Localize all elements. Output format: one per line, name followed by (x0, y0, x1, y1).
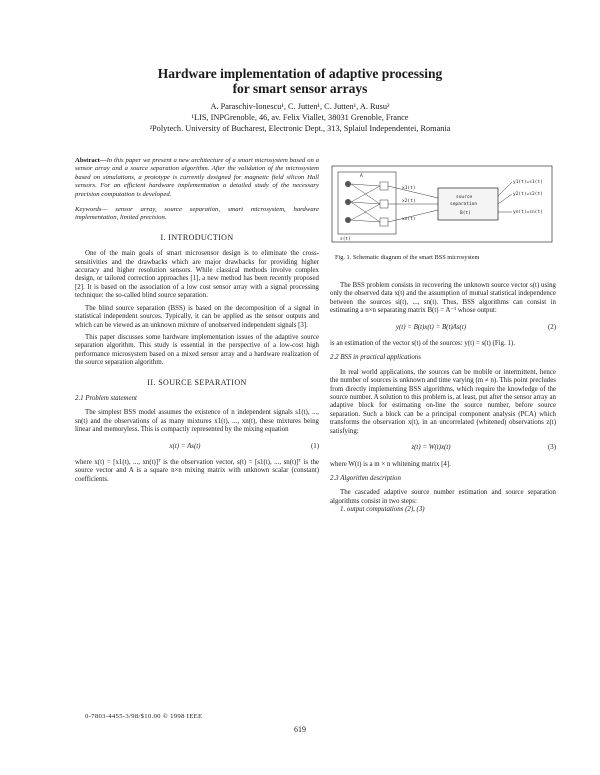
equation-2 (330, 324, 556, 332)
bss-paragraph-2: where x(t) = [x1(t), ..., xn(t)]ᵀ is the observation vector, s(t) = [s1(t), ..., sn(t)]ᵀ is the source vector and A is a square n×n mixing matrix with unknown scalar (constant) coefficients. (75, 458, 319, 483)
equation-3 (330, 444, 556, 452)
y1-line (498, 182, 512, 196)
label-x1: x1(t) (402, 186, 416, 191)
section-heading-introduction: I. INTRODUCTION (160, 232, 234, 242)
label-xn: xn(t) (402, 217, 416, 222)
equation-1-number: (1) (310, 442, 319, 450)
equation-1-body: x(t) = As(t) (169, 442, 201, 450)
affiliation-2: ²Polytech. University of Bucharest, Electronic Dept., 313, Splaiul Independentei, Romania (149, 124, 451, 133)
right-paragraph-1: The BSS problem consists in recovering the unknown source vector s(t) using only the observed data x(t) and the assumption of mutual statistical independence between the sources si(t), ..., sn(t). Thus, BSS algorithms can consist in estimating a n×n separating matrix B(t) = A⁻¹ whose output: (330, 282, 556, 315)
sensor-n-icon (380, 218, 388, 226)
keywords-text: — sensor array, source separation, smart microsystem, hardware implementation, limited precision. (75, 206, 319, 222)
right-column (330, 282, 556, 515)
section-heading-source-separation: II. SOURCE SEPARATION (147, 377, 247, 387)
affiliation-1: ¹LIS, INPGrenoble, 46, av. Felix Viallet, 38031 Grenoble, France (191, 113, 409, 122)
figure-caption: Fig. 1. Schematic diagram of the smart BSS microsystem (335, 254, 480, 261)
label-y2: y2(t)=s2(t) (513, 192, 543, 197)
title-line-2: for smart sensor arrays (232, 81, 368, 96)
label-x2: x2(t) (402, 199, 416, 204)
sensor-2-icon (380, 200, 388, 208)
sensor-1-icon (380, 182, 388, 190)
right-paragraph-6: 1. output computations (2), (3) (340, 506, 425, 514)
right-paragraph-2: is an estimation of the vector s(t) of the sources: y(t) = s(t) (Fig. 1). (330, 340, 515, 348)
figure-bss-diagram (330, 164, 554, 244)
right-paragraph-4: where W(t) is a m × n whitening matrix [4]. (330, 460, 451, 468)
equation-1 (75, 443, 319, 451)
left-column (75, 157, 319, 484)
author-names: A. Paraschiv-Ionescu¹, C. Jutten¹, C. Jutten¹, A. Rusu² (210, 102, 390, 111)
source-n-icon (345, 217, 351, 223)
abstract-text: In this paper we present a new architecture of a smart microsystem based on a sensor array and a source separation algorithm. After the validation of the microsystem based on simulations, a prototype is currently designed for magnetic field silicon Hall sensors. For an efficient hardware implementation a detailed study of the necessary precision computation is developed. (75, 157, 319, 198)
abstract-label: Abstract— (75, 157, 107, 164)
title-line-1: Hardware implementation of adaptive processing (157, 66, 443, 81)
mixing-paths (351, 184, 380, 222)
label-sources: s(t) (340, 237, 351, 242)
label-yn: yn(t)=sn(t) (513, 210, 543, 215)
author-block (0, 101, 600, 134)
equation-2-body: y(t) = B(t)x(t) = B(t)As(t) (395, 323, 467, 331)
source-1-icon (345, 181, 351, 187)
subsection-practical-applications: 2.2 BSS in practical applications (330, 354, 421, 362)
right-paragraph-5: The cascaded adaptive source number estimation and source separation algorithms consist in two steps: (330, 489, 556, 505)
paper-title (0, 66, 600, 96)
abstract (75, 157, 319, 199)
copyright-footer: 0-7803-4455-3/98/$10.00 © 1998 IEEE (85, 713, 203, 720)
label-y1: y1(t)=s1(t) (513, 180, 543, 185)
subsection-algorithm-description: 2.3 Algorithm description (330, 474, 401, 482)
intro-paragraph-2: The blind source separation (BSS) is based on the decomposition of a signal in statistical independent sources. Typically, it can be applied as the sensor outputs and which can be viewed as an unknown mixture of unobserved independent signals [3]. (75, 304, 319, 329)
keywords (75, 206, 319, 223)
label-bt: B(t) (460, 211, 471, 216)
label-source: source (456, 195, 473, 200)
page-number: 619 (294, 725, 306, 734)
source-2-icon (345, 199, 351, 205)
intro-paragraph-1: One of the main goals of smart microsensor design is to eliminate the cross-sensitivities and the drawbacks which are major drawbacks for providing higher accuracy and higher resolution sensors. While classical methods involve complex design, or tailored correction approaches [1], a new method has been recently proposed [2]. It is based on the association of a low cost sensor array with a signal processing technique: the so-called blind source separation. (75, 250, 319, 300)
keywords-label: Keywords (75, 206, 102, 214)
y2-line (498, 194, 512, 204)
label-separation: separation (450, 202, 478, 207)
right-paragraph-3: In real world applications, the sources can be mobile or intermittent, hence the number of sources is unknown and time varying (m ≠ n). This point precludes from directly implementing BSS algorithms, which require the knowledge of the source number. A solution to this problem is, at least, put after the sensor array an adaptive block for estimating on-line the source number, before source separation. Such a block can be a principal component analysis (PCA) which transforms the observation x(t), in an uncorrelated (whitened) observations z(t) satisfying: (330, 368, 556, 435)
label-a: A (360, 174, 363, 179)
intro-paragraph-3: This paper discusses some hardware implementation issues of the adaptive source separation algorithm. This study is essential in the perspective of a low-cost high performance microsystem based on a mixed sensor array and a hardware realization of the source separation algorithm. (75, 333, 319, 367)
subsection-problem-statement: 2.1 Problem statement (75, 394, 137, 402)
equation-2-number: (2) (547, 323, 556, 331)
bss-paragraph-1: The simplest BSS model assumes the existence of n independent signals s1(t), ..., sn(t) and the observations of as many mixtures x1(t), ..., xn(t), these mixtures being linear and memoryless. This is compactly represented by the mixing equation (75, 409, 319, 434)
equation-3-body: z(t) = W(t)x(t) (411, 444, 451, 452)
equation-3-number: (3) (547, 444, 556, 452)
